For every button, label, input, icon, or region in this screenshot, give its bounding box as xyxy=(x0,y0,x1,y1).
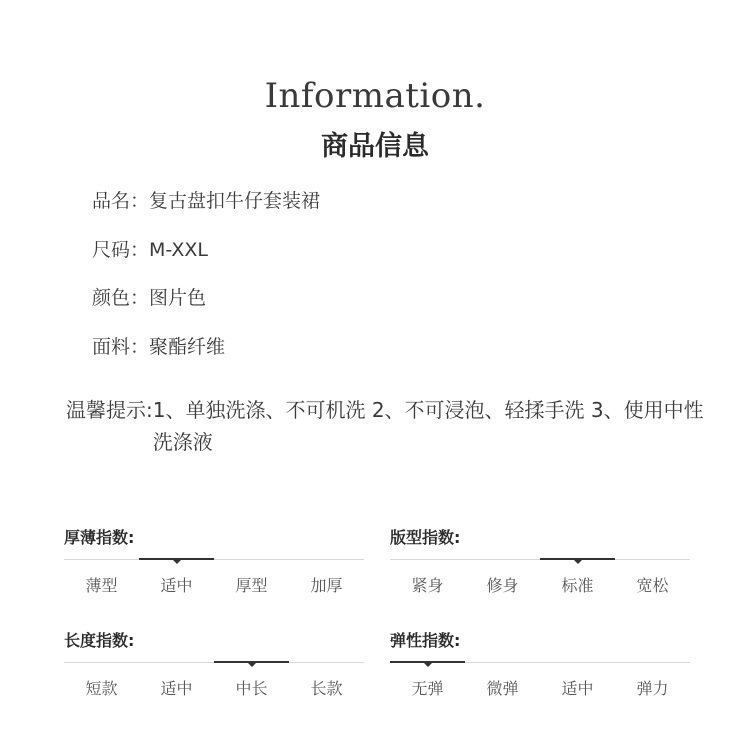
marker-triangle-icon xyxy=(248,663,256,667)
scale-option: 标准 xyxy=(561,576,594,595)
scale-title: 弹性指数: xyxy=(390,631,461,650)
scale-option: 适中 xyxy=(160,576,193,595)
scale-options xyxy=(64,573,364,596)
scale-selected-marker xyxy=(540,558,615,560)
marker-triangle-icon xyxy=(173,560,181,564)
scale-selected-marker xyxy=(214,661,289,663)
info-value: 聚酯纤维 xyxy=(149,336,226,358)
scale-track xyxy=(64,559,364,560)
scale-option: 宽松 xyxy=(636,576,669,595)
scale-option: 无弹 xyxy=(411,679,444,698)
scale-option: 适中 xyxy=(160,679,193,698)
length-scale xyxy=(64,628,364,708)
title-english: Information. xyxy=(264,76,486,116)
scale-selected-marker xyxy=(139,558,214,560)
scale-options xyxy=(390,573,690,596)
scale-option: 薄型 xyxy=(85,576,118,595)
scale-selected-marker xyxy=(390,661,465,663)
info-value: M-XXL xyxy=(149,239,208,261)
info-label: 尺码： xyxy=(92,239,150,261)
care-tip-label: 温馨提示: xyxy=(66,398,153,422)
scale-option: 长款 xyxy=(310,679,343,698)
scale-options xyxy=(390,676,690,699)
info-row-color xyxy=(92,283,206,310)
scale-option: 微弹 xyxy=(486,679,519,698)
title-chinese: 商品信息 xyxy=(321,131,429,162)
info-row-size xyxy=(92,235,208,262)
marker-triangle-icon xyxy=(424,663,432,667)
info-label: 品名： xyxy=(92,190,150,212)
thickness-scale xyxy=(64,525,364,605)
scale-title: 版型指数: xyxy=(390,528,461,547)
scale-option: 厚型 xyxy=(235,576,268,595)
info-value: 图片色 xyxy=(149,287,207,309)
care-tip-text: 1、单独洗涤、不可机洗 2、不可浸泡、轻揉手洗 3、使用中性洗涤液 xyxy=(152,398,704,454)
info-label: 颜色： xyxy=(92,287,150,309)
marker-triangle-icon xyxy=(574,560,582,564)
fit-scale xyxy=(390,525,690,605)
scale-option: 加厚 xyxy=(310,576,343,595)
scale-option: 适中 xyxy=(561,679,594,698)
scale-option: 短款 xyxy=(85,679,118,698)
scale-option: 中长 xyxy=(235,679,268,698)
info-row-fabric xyxy=(92,332,225,359)
scale-options xyxy=(64,676,364,699)
elasticity-scale xyxy=(390,628,690,708)
care-tip xyxy=(66,394,706,458)
scale-title: 长度指数: xyxy=(64,631,135,650)
scale-option: 弹力 xyxy=(636,679,669,698)
scale-title: 厚薄指数: xyxy=(64,528,135,547)
info-row-name xyxy=(92,186,320,213)
info-value: 复古盘扣牛仔套装裙 xyxy=(149,190,321,212)
info-label: 面料： xyxy=(92,336,150,358)
scale-option: 修身 xyxy=(486,576,519,595)
scale-option: 紧身 xyxy=(411,576,444,595)
